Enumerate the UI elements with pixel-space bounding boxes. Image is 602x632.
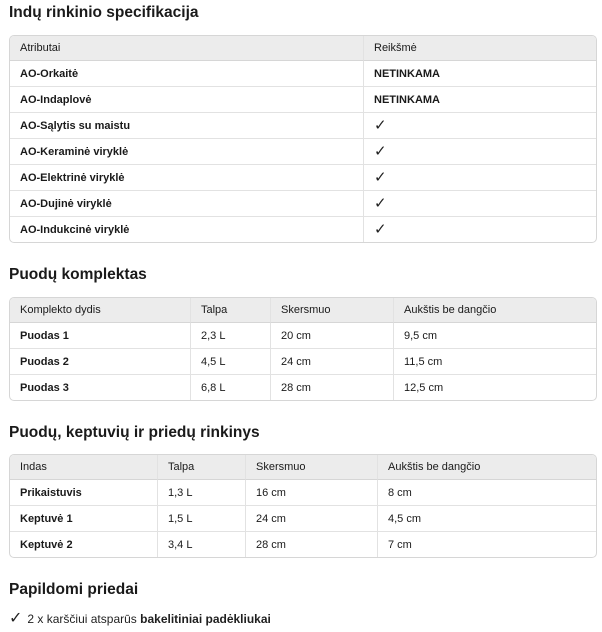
pot-set-table	[9, 297, 597, 401]
capacity: 1,5 L	[157, 505, 245, 531]
diameter: 24 cm	[245, 505, 377, 531]
table-row	[10, 216, 596, 242]
table-row	[10, 348, 596, 374]
checkmark-icon: ✓	[374, 117, 387, 134]
table-row	[10, 190, 596, 216]
table-row	[10, 480, 596, 505]
capacity: 4,5 L	[190, 348, 270, 374]
attribute-label: AO-Indukcinė viryklė	[10, 216, 363, 242]
column-header: Indas	[10, 455, 157, 480]
height: 11,5 cm	[393, 348, 596, 374]
extras-item-bold: bakelitiniai padėkliukai	[140, 612, 271, 626]
height: 4,5 cm	[377, 505, 596, 531]
capacity: 2,3 L	[190, 323, 270, 348]
item-name: Prikaistuvis	[20, 486, 82, 499]
table-row	[10, 138, 596, 164]
table-row	[10, 61, 596, 86]
attribute-label: AO-Sąlytis su maistu	[10, 112, 363, 138]
height: 7 cm	[377, 531, 596, 557]
extras-title: Papildomi priedai	[9, 581, 139, 598]
height: 9,5 cm	[393, 323, 596, 348]
diameter: 24 cm	[270, 348, 393, 374]
column-header: Reikšmė	[363, 36, 596, 61]
table-row	[10, 86, 596, 112]
extras-item	[9, 611, 271, 627]
column-header: Talpa	[157, 455, 245, 480]
table-row	[10, 323, 596, 348]
attribute-label: AO-Keraminė viryklė	[10, 138, 363, 164]
attribute-label: AO-Elektrinė viryklė	[10, 164, 363, 190]
table-header-row	[10, 298, 596, 323]
column-header: Aukštis be dangčio	[377, 455, 596, 480]
attribute-value: NETINKAMA	[363, 86, 596, 112]
spec-title: Indų rinkinio specifikacija	[9, 4, 199, 21]
item-name: Keptuvė 2	[10, 531, 157, 557]
checkmark-icon: ✓	[9, 610, 23, 627]
column-header: Skersmuo	[245, 455, 377, 480]
column-header: Skersmuo	[270, 298, 393, 323]
item-name: Keptuvė 1	[10, 505, 157, 531]
spec-table	[9, 35, 597, 243]
checkmark-icon: ✓	[374, 195, 387, 212]
table-row	[10, 112, 596, 138]
column-header: Talpa	[190, 298, 270, 323]
table-header-row	[10, 36, 596, 61]
item-name: Puodas 3	[10, 374, 190, 400]
diameter: 20 cm	[270, 323, 393, 348]
table-row	[10, 164, 596, 190]
table-row	[10, 374, 596, 400]
checkmark-icon: ✓	[374, 143, 387, 160]
checkmark-icon: ✓	[374, 169, 387, 186]
attribute-label: AO-Dujinė viryklė	[10, 190, 363, 216]
attribute-label: AO-Orkaitė	[20, 67, 79, 80]
attribute-value: NETINKAMA	[363, 61, 596, 86]
diameter: 28 cm	[270, 374, 393, 400]
cookware-set-title: Puodų, keptuvių ir priedų rinkinys	[9, 424, 260, 441]
item-name: Puodas 1	[20, 329, 69, 342]
pot-set-title: Puodų komplektas	[9, 266, 147, 283]
table-row	[10, 531, 596, 557]
capacity: 1,3 L	[157, 480, 245, 505]
column-header: Atributai	[10, 36, 363, 61]
column-header: Aukštis be dangčio	[393, 298, 596, 323]
extras-item-text	[27, 612, 270, 626]
table-row	[10, 505, 596, 531]
table-header-row	[10, 455, 596, 480]
height: 12,5 cm	[393, 374, 596, 400]
item-name: Puodas 2	[10, 348, 190, 374]
attribute-label: AO-Indaplovė	[10, 86, 363, 112]
diameter: 16 cm	[245, 480, 377, 505]
capacity: 6,8 L	[190, 374, 270, 400]
cookware-set-table	[9, 454, 597, 558]
column-header: Komplekto dydis	[10, 298, 190, 323]
diameter: 28 cm	[245, 531, 377, 557]
checkmark-icon: ✓	[374, 221, 387, 238]
capacity: 3,4 L	[157, 531, 245, 557]
height: 8 cm	[377, 480, 596, 505]
extras-item-prefix: 2 x karščiui atsparūs	[27, 612, 137, 626]
